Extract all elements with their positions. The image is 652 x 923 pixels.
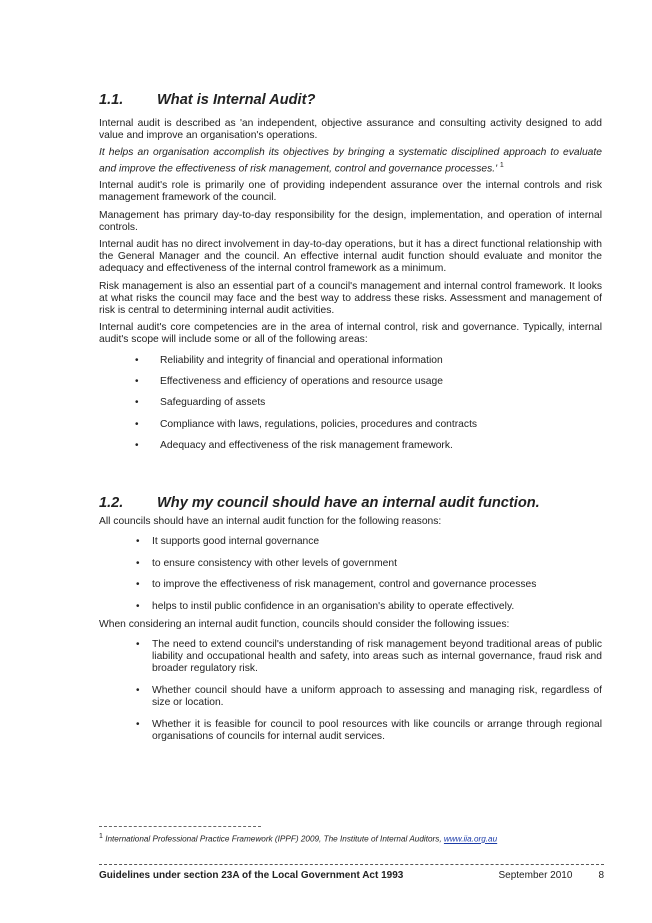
paragraph: All councils should have an internal audit function for the following reasons: — [99, 515, 442, 527]
list-item — [136, 535, 602, 548]
list-item-text: It supports good internal governance — [152, 535, 320, 547]
list-item-text: Safeguarding of assets — [160, 397, 266, 409]
section-title: Why my council should have an internal audit function. — [157, 494, 540, 511]
bullet: • — [135, 397, 139, 409]
footnote-link[interactable]: www.iia.org.au — [443, 834, 498, 844]
reasons-list — [99, 536, 602, 614]
list-item-text: Effectiveness and efficiency of operations and resource usage — [160, 376, 443, 388]
paragraph: Management has primary day-to-day responsibility for the design, implementation, and operation of internal controls. — [99, 209, 602, 233]
list-item-text: Adequacy and effectiveness of the risk management framework. — [160, 440, 453, 452]
bullet: • — [136, 601, 140, 613]
footer-divider — [99, 864, 604, 865]
list-item-text: helps to instil public confidence in an organisation's ability to operate effectively. — [152, 601, 515, 613]
list-item-text: Whether council should have a uniform approach to assessing and managing risk, regardless of size or location. — [152, 684, 602, 709]
section-number: 1.2. — [99, 494, 124, 511]
bullet: • — [136, 557, 140, 569]
bullet: • — [135, 440, 139, 452]
footer-title: Guidelines under section 23A of the Local Government Act 1993 — [99, 870, 404, 881]
list-item — [135, 376, 602, 388]
paragraph: Internal audit's role is primarily one of providing independent assurance over the internal controls and risk management framework of the council. — [99, 180, 602, 204]
section-title: What is Internal Audit? — [157, 92, 316, 108]
audit-areas-list — [99, 355, 602, 453]
bullet: • — [135, 418, 139, 430]
section-number: 1.1. — [99, 92, 124, 108]
bullet: • — [135, 354, 139, 366]
footnote-number: 1 — [99, 833, 103, 840]
list-item — [136, 638, 602, 676]
page-number: 8 — [598, 870, 604, 881]
bullet: • — [136, 638, 140, 650]
footnote-text: International Professional Practice Framework (IPPF) 2009, The Institute of Internal Auditors, — [105, 834, 442, 844]
footnote-ref: 1 — [499, 161, 504, 169]
list-item — [136, 579, 602, 591]
list-item — [136, 718, 602, 743]
list-item — [135, 418, 602, 431]
paragraph: Risk management is also an essential part of a council's management and internal control framework. It looks at what risks the council may face and the best way to address these risks. Assessment and management of risk is central to determining internal audit activities. — [99, 280, 602, 317]
list-item-text: to improve the effectiveness of risk management, control and governance processes — [152, 579, 537, 591]
page-content — [99, 91, 602, 753]
list-item — [136, 601, 602, 613]
page-footer — [99, 870, 604, 881]
bullet: • — [136, 684, 140, 696]
section-heading-1-2 — [99, 494, 602, 512]
list-item — [135, 354, 602, 367]
section-heading-1-1 — [99, 91, 602, 109]
quote-paragraph — [99, 147, 602, 175]
paragraph: Internal audit is described as 'an independent, objective assurance and consulting activity designed to add value and improve an organisation's operations. — [99, 118, 602, 142]
bullet: • — [136, 718, 140, 730]
paragraph: When considering an internal audit function, councils should consider the following issues: — [99, 619, 510, 631]
bullet: • — [136, 579, 140, 591]
footnote — [99, 832, 604, 845]
paragraph: Internal audit's core competencies are in the area of internal control, risk and governance. Typically, internal audit's scope will include some or all of the following areas: — [99, 322, 602, 346]
bullet: • — [135, 376, 139, 388]
list-item — [135, 440, 602, 452]
bullet: • — [136, 535, 140, 547]
footer-date: September 2010 — [498, 870, 573, 881]
list-item-text: The need to extend council's understanding of risk management beyond traditional areas of public liability and occupational health and safety, into areas such as internal governance, fraud risk and broader regulatory risk. — [152, 638, 602, 675]
list-item-text: Compliance with laws, regulations, policies, procedures and contracts — [160, 418, 478, 430]
list-item-text: Reliability and integrity of financial and operational information — [160, 354, 443, 366]
list-item-text: Whether it is feasible for council to pool resources with like councils or arrange through regional organisations of councils for internal audit services. — [152, 718, 602, 743]
footnote-divider — [99, 826, 261, 827]
list-item-text: to ensure consistency with other levels of government — [152, 557, 397, 569]
issues-list — [99, 639, 602, 744]
quote-text: It helps an organisation accomplish its objectives by bringing a systematic disciplined approach to evaluate and improve the effectiveness of risk management, control and governance processes.' — [99, 147, 602, 175]
list-item — [135, 397, 602, 409]
list-item — [136, 684, 602, 709]
paragraph: Internal audit has no direct involvement in day-to-day operations, but it has a direct functional relationship with the General Manager and the council. An effective internal audit function should evaluate and monitor the adequacy and effectiveness of the internal control framework as a minimum. — [99, 239, 602, 275]
list-item — [136, 557, 602, 570]
